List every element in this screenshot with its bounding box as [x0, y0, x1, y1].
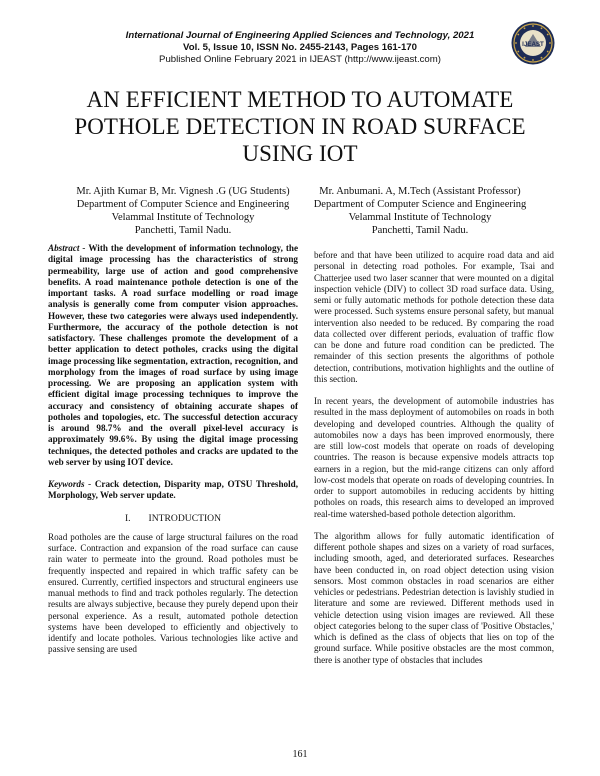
section-heading-introduction: [48, 513, 298, 524]
right-column: [314, 250, 554, 666]
paper-title: [40, 86, 560, 167]
title-line-2: POTHOLE DETECTION IN ROAD SURFACE: [74, 114, 526, 139]
body-paragraph: The algorithm allows for fully automatic identification of different pothole shapes and sizes on a variety of road surfaces, including smooth, aged, and deteriorated surfaces. Researches have been conducted in, on road object detection using vision sensors. Most common obstacles in road scenarios are either vehicles or pedestrians. Pedestrian detection is lavishly studied in literature and some are reviewed. Different methods used in vehicle detection using vision images are reviewed. All these object categories belong to the super class of 'Positive Obstacles,' which is defined as the class of objects that lies on top of the ground surface. While positive obstacles are the most common, there is another type of obstacles that includes: [314, 530, 554, 665]
body-paragraph: In recent years, the development of automobile industries has resulted in the mass deployment of automobiles on roads in both developing and developed countries. Although the quality of automobiles now a days has been improved enormously, there are still low-cost models that operate on roads of developing countries. The reason is because expensive models attracts top earners in a region, but the mid-range citizens can only afford low-cost models that operate on roads of developing countries. In order to support automobiles in reducing accidents by hitting potholes on roads, this research aims to developed an improved real-time watershed-based pothole detection algorithm.: [314, 396, 554, 519]
author-department: Department of Computer Science and Engineering: [76, 199, 290, 210]
intro-paragraph: Road potholes are the cause of large structural failures on the road surface. Contraction and expansion of the road surface can cause rain water to permeate into the ground. Road potholes must be frequently inspected and repaired in which traffic safety can be ensured. Currently, certified inspectors and structural engineers use manual methods to find and track potholes regularly. The detection results are always subjective, because they purely depend upon their personal experience. As a result, automated pothole detection systems have been developed to efficiently and objectively to identify and locate potholes. Various technologies like active and passive sensing are used: [48, 531, 298, 655]
author-department: Department of Computer Science and Engineering: [313, 199, 527, 210]
author-names: Mr. Ajith Kumar B, Mr. Vignesh .G (UG Students): [76, 186, 290, 197]
author-block-right: [300, 185, 540, 237]
journal-name: International Journal of Engineering Applied Sciences and Technology, 2021: [125, 30, 475, 41]
keywords-label: Keywords -: [48, 479, 92, 489]
section-number: I.: [124, 512, 131, 524]
keywords: [48, 479, 298, 502]
page-number: 161: [292, 749, 308, 760]
volume-issue: Vol. 5, Issue 10, ISSN No. 2455-2143, Pages 161-170: [183, 42, 417, 53]
logo-text: IJEAST: [522, 41, 544, 48]
title-line-1: AN EFFICIENT METHOD TO AUTOMATE: [86, 87, 514, 112]
author-location: Panchetti, Tamil Nadu.: [371, 225, 469, 236]
abstract-text: With the development of information technology, the digital image processing has the characteristics of strong permeability, large use of action and good comprehensive benefits. A road maintenance pothole detection is one of the important tasks. A road surface modelling or road image analysis is generally come from computer vision approaches. However, these two categories were always used independently. Furthermore, the accuracy of the pothole detection is not satisfactory. These challenges promote the development of a better application to detect potholes, cracks using the digital image processing like segmentation, extraction, recognition, and morphology from the images of road surface by using image processing. We are proposing an application system with efficient digital image processing techniques to improve the accuracy and consistency of obtaining accurate shapes of potholes and topologies, etc. The successful detection accuracy is around 98.7% and the overall pixel-level accuracy is approximately 99.6%. By using the digital image processing techniques, the detected potholes and cracks are updated to the web server by using IOT device.: [48, 243, 299, 467]
journal-logo-icon: [511, 21, 555, 65]
abstract: [48, 243, 298, 468]
author-institute: Velammal Institute of Technology: [111, 212, 255, 223]
abstract-label: Abstract -: [48, 243, 86, 253]
author-names: Mr. Anbumani. A, M.Tech (Assistant Professor): [319, 186, 521, 197]
left-column: [48, 243, 298, 656]
author-institute: Velammal Institute of Technology: [348, 212, 492, 223]
body-paragraph: before and that have been utilized to acquire road data and aid personal in detecting road potholes. For example, Tsai and Chatterjee used two laser scanner that were mounted on a digital inspection vehicle (DIV) to collect 3D road surface data. Using, semi or fully automatic methods for pothole detection these data were processed. Such systems ensure personal safety, but manual intervention also needed to be reduced. By comparing the road data collected over different periods, evaluation of traffic flow can be done and future road condition can be predicted. The remainder of this section presents the algorithms of pothole detection, contributions, motivation highlights and the outline of this section.: [314, 250, 554, 384]
author-location: Panchetti, Tamil Nadu.: [134, 225, 232, 236]
author-block-left: [58, 185, 308, 237]
published-line: Published Online February 2021 in IJEAST (http://www.ijeast.com): [159, 54, 441, 65]
journal-header: [100, 30, 500, 66]
keywords-text: Crack detection, Disparity map, OTSU Threshold, Morphology, Web server update.: [48, 479, 298, 501]
section-title: INTRODUCTION: [148, 512, 222, 524]
title-line-3: USING IOT: [242, 141, 358, 166]
